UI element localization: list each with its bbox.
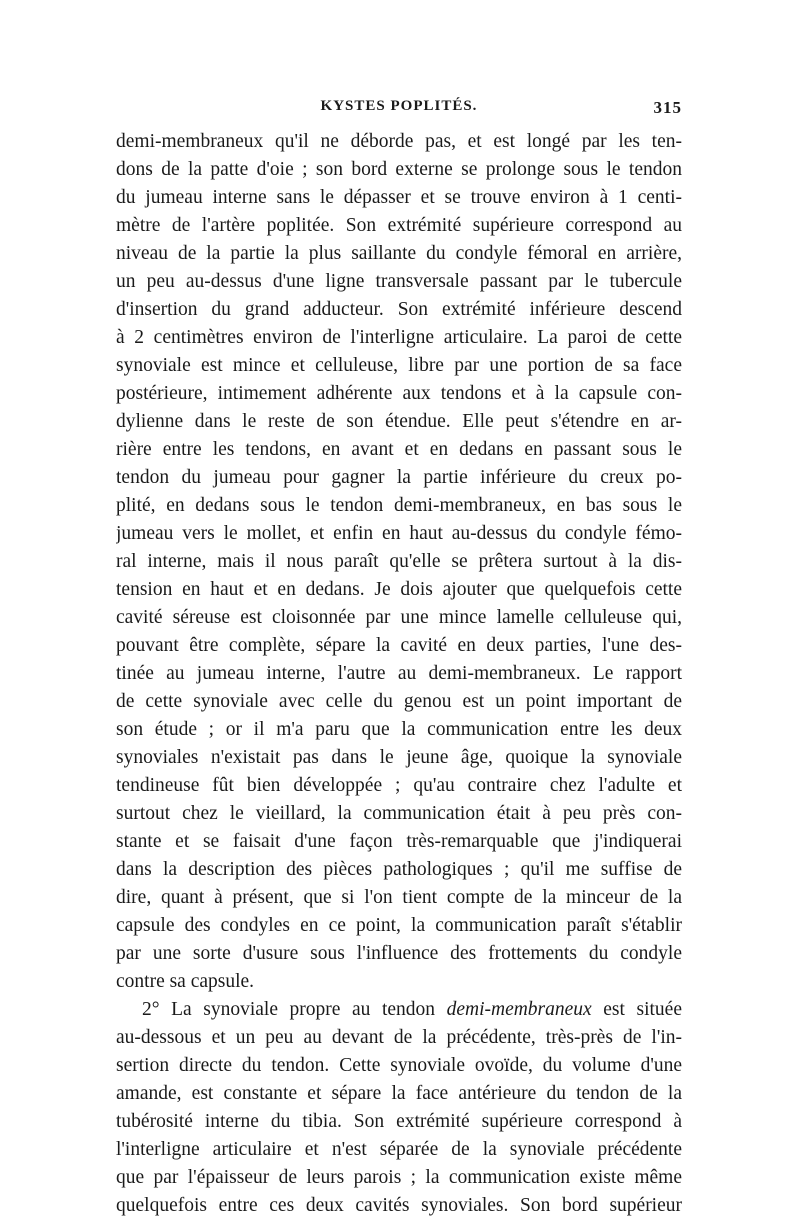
- text-line: tendineuse fût bien développée ; qu'au contraire chez l'adulte et: [116, 775, 682, 796]
- text-line: cavité séreuse est cloisonnée par une mince lamelle celluleuse qui,: [116, 607, 682, 628]
- text-line: que par l'épaisseur de leurs parois ; la communication existe même: [116, 1167, 682, 1188]
- text-line: ral interne, mais il nous paraît qu'elle se prêtera surtout à la dis-: [116, 551, 682, 572]
- text-line: à 2 centimètres environ de l'interligne articulaire. La paroi de cette: [116, 327, 682, 348]
- text-line: [116, 996, 682, 1024]
- text-line: tendon du jumeau pour gagner la partie inférieure du creux po-: [116, 467, 682, 488]
- paragraph-2: [116, 996, 682, 1220]
- text-line: de cette synoviale avec celle du genou est un point important de: [116, 691, 682, 712]
- text-line: l'interligne articulaire et n'est séparée de la synoviale précédente: [116, 1139, 682, 1160]
- page-header: [116, 98, 682, 124]
- text-line: synoviale est mince et celluleuse, libre par une portion de sa face: [116, 355, 682, 376]
- text-line: capsule des condyles en ce point, la communication paraît s'établir: [116, 915, 682, 936]
- text-line: son étude ; or il m'a paru que la communication entre les deux: [116, 719, 682, 740]
- text-line: surtout chez le vieillard, la communication était à peu près con-: [116, 803, 682, 824]
- text-line: contre sa capsule.: [116, 971, 255, 992]
- text-line: demi-membraneux qu'il ne déborde pas, et est longé par les ten-: [116, 131, 682, 152]
- italic-term: demi-membraneux: [446, 999, 592, 1020]
- text-fragment: 2° La synoviale propre au tendon: [142, 999, 447, 1020]
- text-line: quelquefois entre ces deux cavités synoviales. Son bord supérieur: [116, 1195, 682, 1216]
- text-line: par une sorte d'usure sous l'influence des frottements du condyle: [116, 943, 682, 964]
- text-line: sertion directe du tendon. Cette synoviale ovoïde, du volume d'une: [116, 1055, 682, 1076]
- text-line: mètre de l'artère poplitée. Son extrémité supérieure correspond au: [116, 215, 682, 236]
- text-line: postérieure, intimement adhérente aux tendons et à la capsule con-: [116, 383, 682, 404]
- text-line: stante et se faisait d'une façon très-remarquable que j'indiquerai: [116, 831, 682, 852]
- text-line: au-dessous et un peu au devant de la précédente, très-près de l'in-: [116, 1027, 682, 1048]
- text-line: plité, en dedans sous le tendon demi-membraneux, en bas sous le: [116, 495, 682, 516]
- text-line: amande, est constante et sépare la face antérieure du tendon de la: [116, 1083, 682, 1104]
- running-title: KYSTES POPLITÉS.: [320, 98, 478, 114]
- text-line: dons de la patte d'oie ; son bord externe se prolonge sous le tendon: [116, 159, 682, 180]
- text-line: tension en haut et en dedans. Je dois ajouter que quelquefois cette: [116, 579, 682, 600]
- body-text: [116, 128, 682, 1220]
- text-line: du jumeau interne sans le dépasser et se trouve environ à 1 centi-: [116, 187, 682, 208]
- text-line: d'insertion du grand adducteur. Son extrémité inférieure descend: [116, 299, 682, 320]
- paragraph-1: [116, 128, 682, 996]
- text-line: rière entre les tendons, en avant et en dedans en passant sous le: [116, 439, 682, 460]
- text-line: jumeau vers le mollet, et enfin en haut au-dessus du condyle fémo-: [116, 523, 682, 544]
- text-line: dans la description des pièces pathologiques ; qu'il me suffise de: [116, 859, 682, 880]
- text-line: tubérosité interne du tibia. Son extrémité supérieure correspond à: [116, 1111, 682, 1132]
- text-line: pouvant être complète, sépare la cavité en deux parties, l'une des-: [116, 635, 682, 656]
- text-line: dylienne dans le reste de son étendue. Elle peut s'étendre en ar-: [116, 411, 682, 432]
- text-line: tinée au jumeau interne, l'autre au demi-membraneux. Le rapport: [116, 663, 682, 684]
- text-line: un peu au-dessus d'une ligne transversale passant par le tubercule: [116, 271, 682, 292]
- text-fragment: est située: [591, 999, 682, 1020]
- text-line: synoviales n'existait pas dans le jeune âge, quoique la synoviale: [116, 747, 682, 768]
- page-number: 315: [653, 98, 682, 117]
- text-line: dire, quant à présent, que si l'on tient compte de la minceur de la: [116, 887, 682, 908]
- text-line: niveau de la partie la plus saillante du condyle fémoral en arrière,: [116, 243, 682, 264]
